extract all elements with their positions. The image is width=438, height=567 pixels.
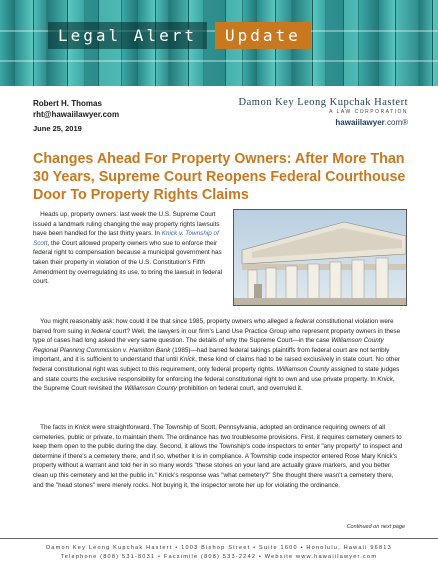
book-spine — [15, 0, 34, 86]
firm-website[interactable] — [239, 118, 408, 127]
book-spine — [313, 0, 326, 86]
text: The facts in — [40, 424, 75, 431]
text: assigned to state judges and state courts the exclusive responsibility for enforcing the federal constitutional right to own and use private property. In — [33, 365, 400, 383]
text-italic: federal — [294, 318, 315, 325]
text: were straightforward. The Township of Scott, Pennsylvania, adopted an ordinance requiring owners of all cemeteries, public or private, to maintain them. The ordinance has two troublesome provisions. First, it requires cemetery owners to keep them open to the public during the day. Second, it allows the Township's code inspectors to enter "any property" to inspect and determine if there's a cemetery there, and if so, whether it is in compliance. A Township code inspector entered Rose Mary Knick's property without a warrant and told her in so many words "these stones on your land are actually grave markers, and you better clean up this cemetery and let the public in." Knick's response was "what cemetery?" She thought there wasn't a cemetery there, and the "head stones" were merely rocks. Not buying it, the inspector wrote her up for violating the ordinance. — [33, 424, 403, 489]
footer-address: Damon Key Leong Kupchak Hastert • 1003 Bishop Street • Suite 1600 • Honolulu, Hawaii 96813 — [46, 545, 392, 551]
book-spine — [326, 0, 344, 86]
book-spine — [396, 0, 419, 86]
book-spine — [0, 0, 15, 86]
footer-contact: Telephone (808) 531-8031 • Facsimile (808) 533-2242 • Website www.hawaiilawyer.com — [60, 554, 378, 560]
banner-title — [48, 22, 311, 49]
banner-title-update: Update — [215, 22, 311, 49]
banner-title-legal-alert: Legal Alert — [48, 22, 207, 49]
headline: Changes Ahead For Property Owners: After More Than 30 Years, Supreme Court Reopens Federal Courthouse Door To Property Rights Claims — [33, 151, 406, 203]
text-italic: Williamson County Regional Planning Commission v. Hamilton Bank — [33, 337, 384, 354]
header-banner — [0, 0, 438, 86]
text: (1985)—had barred federal takings plaintiffs from federal court are not terribly important, and it is sufficient to understand that until — [33, 346, 390, 364]
text: court? Well, the lawyers in our firm's Land Use Practice Group who represent property owners in these type of cases had long asked the very same question. The details of why the Supreme Court—in the case — [33, 327, 401, 345]
paragraph-background — [33, 317, 405, 394]
author-email[interactable]: rht@hawaiilawyer.com — [33, 110, 120, 119]
text: Heads up, property owners: last week the U.S. Supreme Court issued a landmark ruling changing the way property rights lawsuits have been handled for the last thirty years. In — [33, 211, 220, 238]
text-italic: Williamson County — [276, 365, 330, 373]
supreme-court-building-image — [234, 210, 406, 305]
text: constitutional violation were barred from suing in — [33, 318, 394, 335]
author-name: Robert H. Thomas — [33, 99, 102, 108]
publication-date: June 25, 2019 — [33, 124, 82, 133]
text: prohibition on federal court, and overruled it. — [176, 385, 303, 393]
text-italic: Knick — [74, 424, 91, 431]
text-italic: Williamson County — [124, 385, 177, 393]
page-footer — [0, 538, 438, 567]
firm-name: Damon Key Leong Kupchak Hastert — [238, 97, 408, 108]
text: , these kind of claims had to be raised exclusively in state court. No other federal constitutional right was subject to this requirement, only federal property rights. — [33, 356, 400, 373]
shelf-divider — [0, 60, 438, 62]
firm-logo — [239, 97, 408, 127]
text: , the Court allowed property owners who sue to enforce their federal right to compensation because a municipal government has taken their property in violation of the U.S. Constitution's Fifth Amendment by overregulating its use, to bring the lawsuit in federal court. — [33, 239, 223, 286]
text: , the Supreme Court revisited the — [33, 375, 395, 393]
book-spine — [344, 0, 359, 86]
continued-note: Continued on next page — [346, 524, 405, 530]
book-spine — [34, 0, 47, 86]
book-spine — [359, 0, 379, 86]
firm-corporation: A LAW CORPORATION — [329, 109, 408, 115]
book-spine — [433, 0, 438, 86]
text-italic: federal — [91, 327, 111, 335]
text-italic: Knick — [179, 356, 196, 364]
book-spine — [419, 0, 433, 86]
supreme-court-photo — [233, 209, 407, 306]
paragraph-facts — [33, 423, 405, 490]
paragraph-intro — [33, 210, 223, 287]
case-link-knick[interactable]: Knick v. Township of Scott — [33, 230, 219, 247]
text: You might reasonably ask: how could it be that since 1985, property owners who alleged a — [40, 318, 295, 325]
author-block — [33, 98, 119, 120]
book-spine — [379, 0, 396, 86]
firm-website-main: hawaiilawyer — [335, 118, 385, 127]
firm-website-suffix: .com® — [384, 118, 408, 127]
text-italic: Knick — [377, 375, 393, 383]
